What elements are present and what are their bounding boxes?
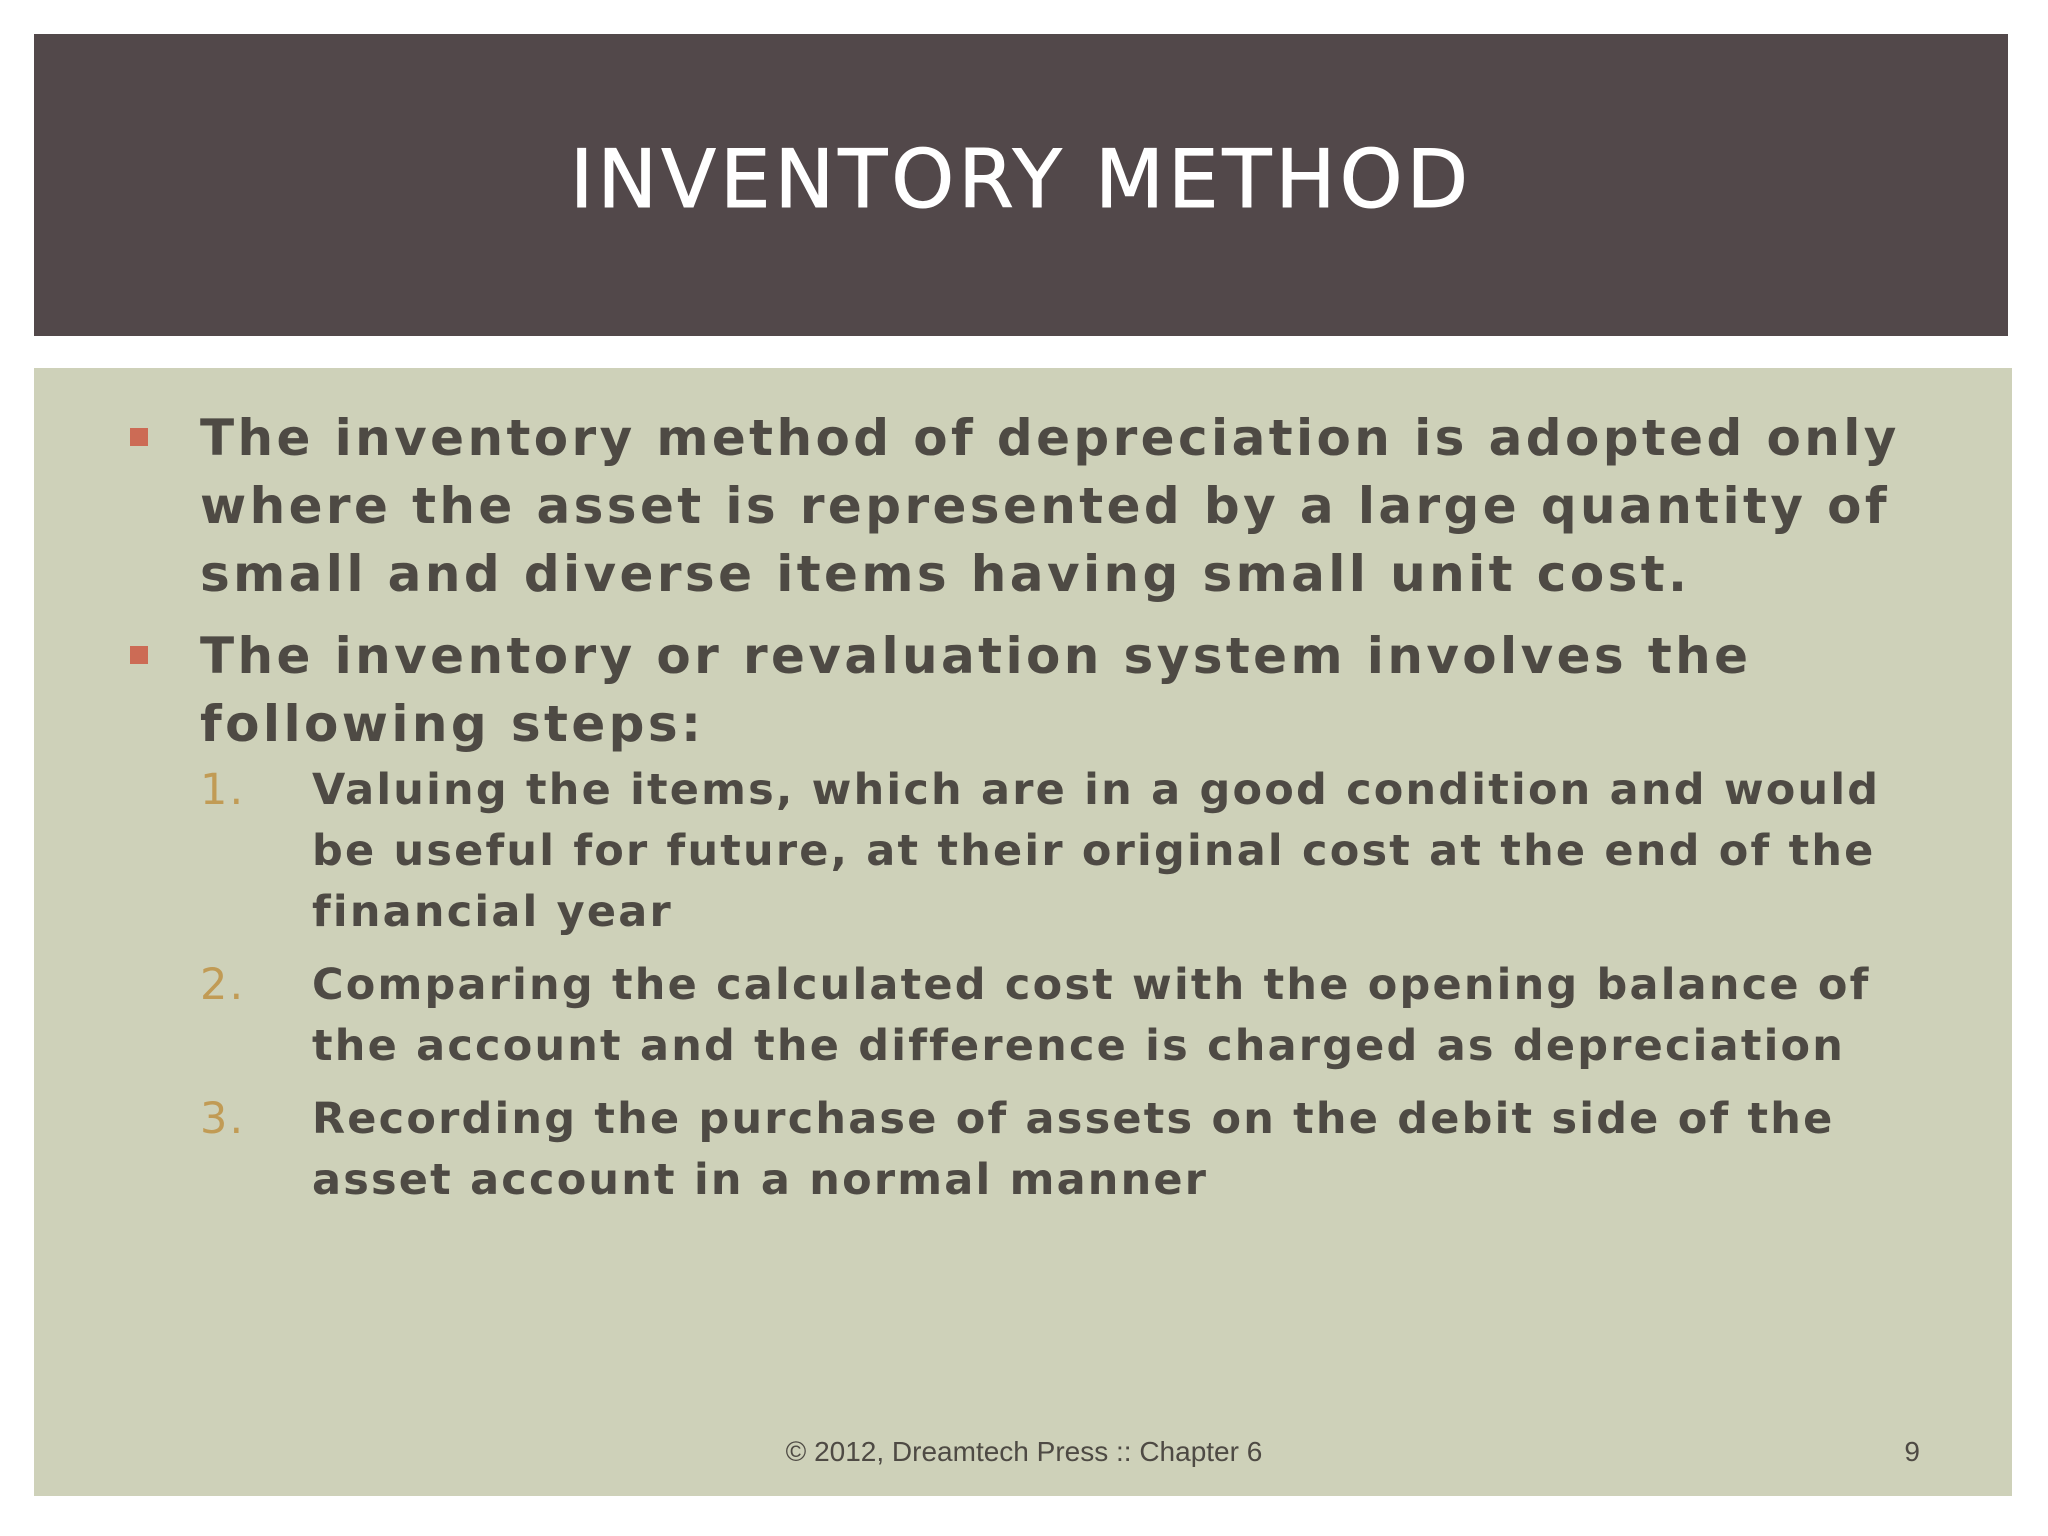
- square-bullet-icon: [130, 646, 148, 664]
- page-number: 9: [1904, 1436, 1920, 1467]
- step-number: 3.: [200, 1094, 246, 1144]
- bullet-item: [122, 622, 1942, 1211]
- step-text: Valuing the items, which are in a good condition and would be useful for future, at their original cost at the end of the financial year: [312, 765, 1881, 937]
- bullet-item: [122, 404, 1942, 608]
- bullet-list: [122, 404, 1942, 1225]
- step-item: [200, 760, 1942, 943]
- footer-copyright: © 2012, Dreamtech Press :: Chapter 6: [785, 1436, 1263, 1467]
- bullet-text: The inventory method of depreciation is adopted only where the asset is represented by a large quantity of small and diverse items having small unit cost.: [200, 409, 1900, 603]
- step-number: 1.: [200, 765, 246, 815]
- step-item: [200, 1089, 1942, 1211]
- bullet-text: The inventory or revaluation system involves the following steps:: [200, 627, 1752, 753]
- step-text: Comparing the calculated cost with the opening balance of the account and the difference is charged as depreciation: [312, 960, 1871, 1071]
- square-bullet-icon: [130, 428, 148, 446]
- step-item: [200, 955, 1942, 1077]
- step-number: 2.: [200, 960, 246, 1010]
- step-text: Recording the purchase of assets on the debit side of the asset account in a normal manner: [312, 1094, 1835, 1205]
- slide-title: INVENTORY METHOD: [569, 132, 1473, 226]
- steps-list: [200, 760, 1942, 1211]
- title-bar: [34, 34, 2008, 336]
- content-area: [34, 368, 2012, 1496]
